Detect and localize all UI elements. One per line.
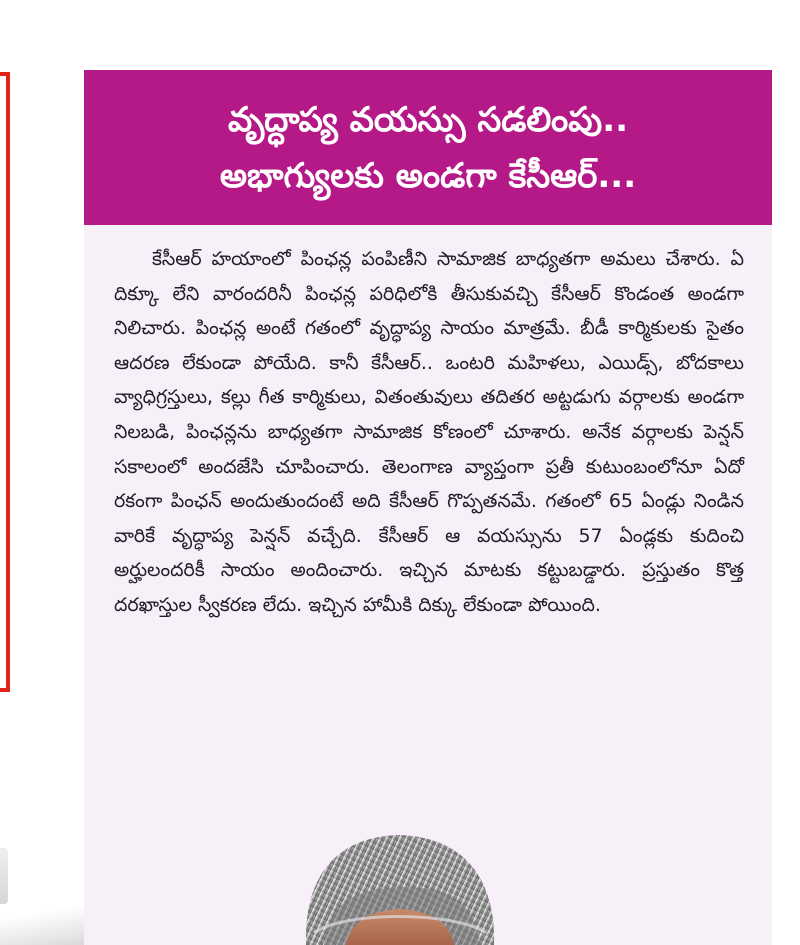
headline-banner <box>84 70 772 225</box>
article-body: కేసీఆర్ హయాంలో పింఛన్ల పంపిణీని సామాజిక బాధ్యతగా అమలు చేశారు. ఏ దిక్కూ లేని వారందరినీ పింఛన్ల పరిధిలోకి తీసుకువచ్చి కేసీఆర్ కొండంత అండగా నిలిచారు. పింఛన్ల అంటే గతంలో వృద్ధాప్య సాయం మాత్రమే. బీడీ కార్మికులకు సైతం ఆదరణ లేకుండా పోయేది. కానీ కేసీఆర్.. ఒంటరి మహిళలు, ఎయిడ్స్, బోదకాలు వ్యాధిగ్రస్తులు, కల్లు గీత కార్మికులు, వితంతువులు తదితర అట్టడుగు వర్గాలకు అండగా నిలబడి, పింఛన్లను బాధ్యతగా సామాజిక కోణంలో చూశారు. అనేక వర్గాలకు పెన్షన్ సకాలంలో అందజేసి చూపించారు. తెలంగాణ వ్యాప్తంగా ప్రతీ కుటుంబంలోనూ ఏదో రకంగా పింఛన్ అందుతుందంటే అది కేసీఆర్ గొప్పతనమే. గతంలో 65 ఏండ్లు నిండిన వారికే వృద్ధాప్య పెన్షన్ వచ్చేది. కేసీఆర్ ఆ వయస్సును 57 ఏండ్లకు కుదించి అర్హులందరికీ సాయం అందించారు. ఇచ్చిన మాటకు కట్టుబడ్డారు. ప్రస్తుతం కొత్త దరఖాస్తుల స్వీకరణ లేదు. ఇచ్చిన హామీకి దిక్కు లేకుండా పోయింది. <box>114 248 744 616</box>
person-photo <box>284 815 514 945</box>
headline-line-2: అభాగ్యులకు అండగా కేసీఆర్... <box>219 155 637 196</box>
adjacent-article-fragment <box>0 848 8 904</box>
news-article <box>84 70 772 945</box>
headline-line-1: వృద్ధాప్య వయస్సు సడలింపు.. <box>227 99 629 140</box>
adjacent-article-red-frame <box>0 72 10 692</box>
person-photo-image <box>284 815 514 945</box>
